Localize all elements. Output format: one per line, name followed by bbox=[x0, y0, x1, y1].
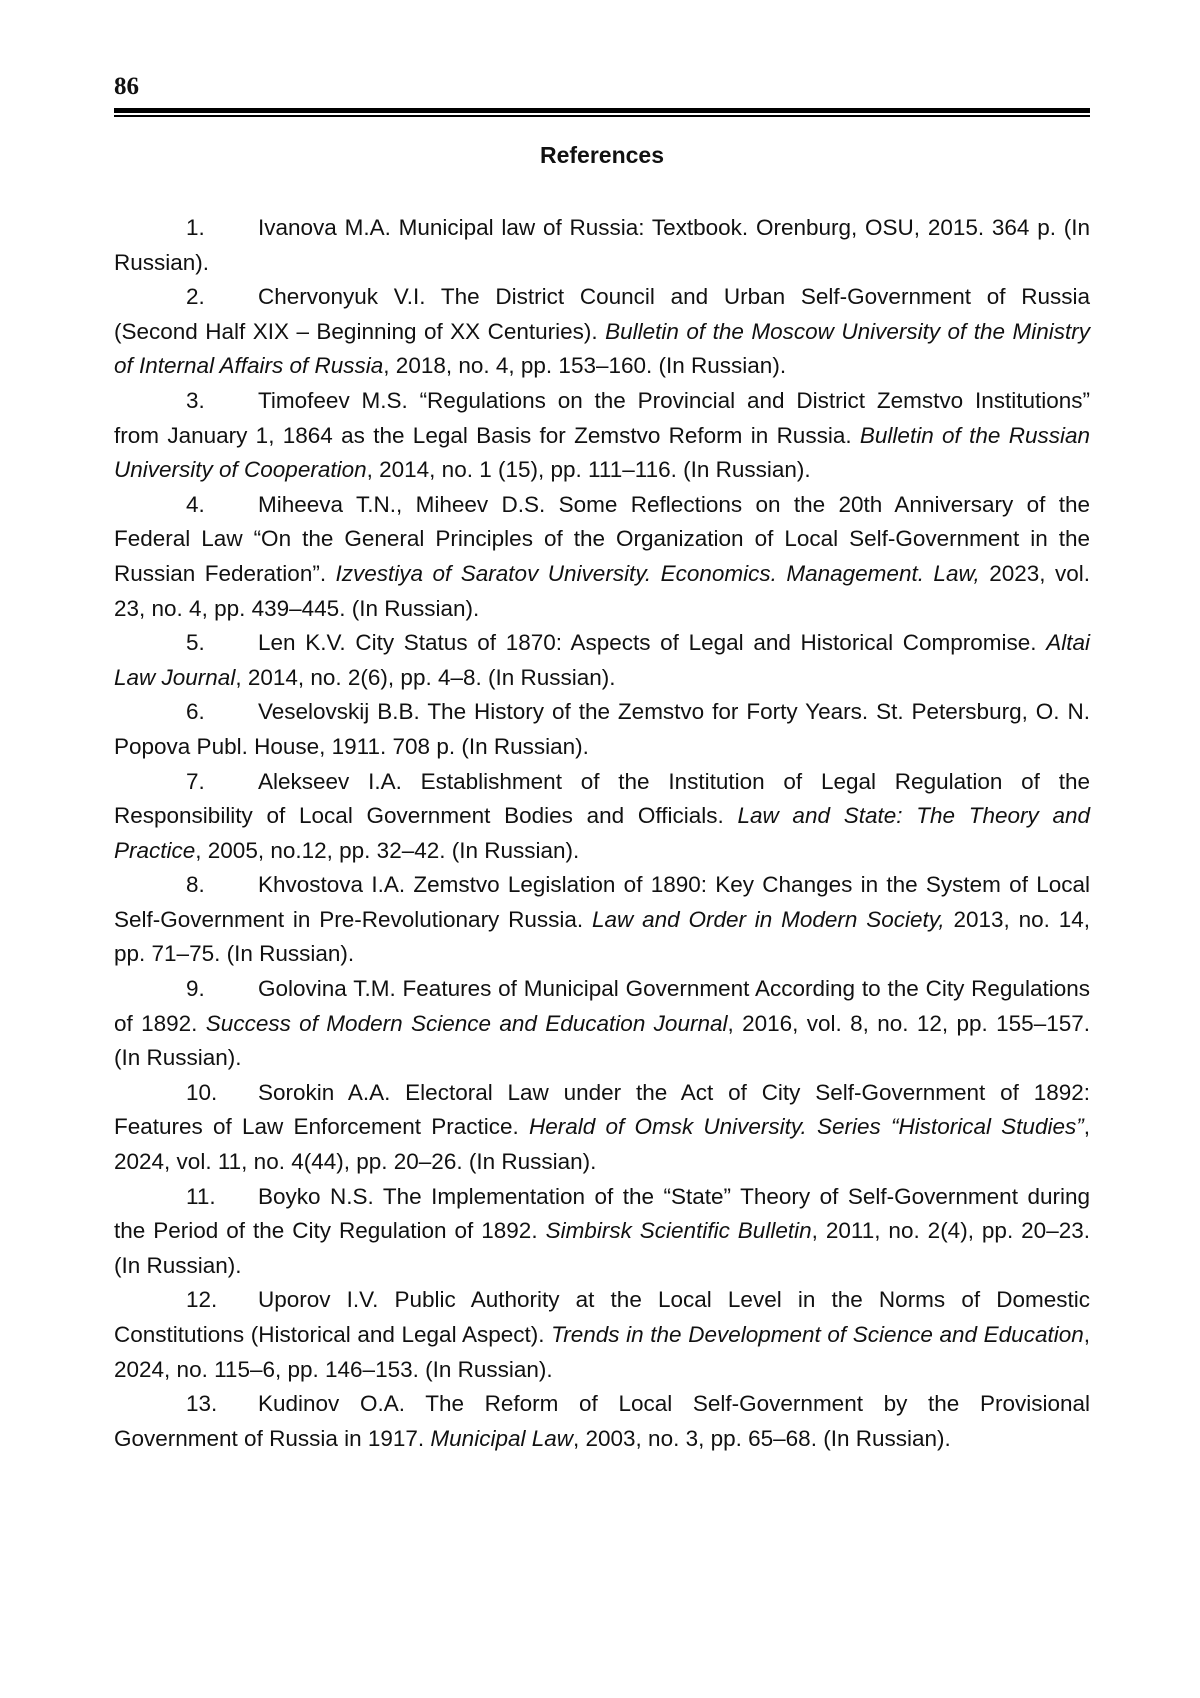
page-number: 86 bbox=[114, 73, 139, 100]
reference-number: 10. bbox=[186, 1079, 218, 1105]
reference-item bbox=[114, 280, 1090, 384]
reference-number: 12. bbox=[186, 1287, 218, 1313]
reference-journal: Municipal Law bbox=[430, 1425, 573, 1451]
reference-number: 13. bbox=[186, 1391, 218, 1417]
reference-number: 11. bbox=[186, 1183, 216, 1209]
reference-text: Timofeev M.S. “Regulations on the Provincial and District Zemstvo Institutions” from January 1, 1864 as the Legal Basis for Zemstvo Reform in Russia. bbox=[114, 387, 1090, 448]
reference-text: Ivanova M.A. Municipal law of Russia: Textbook. Orenburg, OSU, 2015. 364 p. (In Russian). bbox=[114, 215, 1090, 275]
reference-journal: Herald of Omsk University. Series “Historical Studies” bbox=[528, 1114, 1084, 1140]
reference-item bbox=[114, 211, 1090, 280]
reference-text: Miheeva T.N., Miheev D.S. Some Reflections on the 20th Anniversary of the Federal Law “On the General Principles of the Organization of Local Self-Government in the Russian Federation”. bbox=[114, 491, 1090, 586]
header-rule-thick bbox=[114, 108, 1090, 113]
reference-journal: Trends in the Development of Science and Education bbox=[551, 1322, 1084, 1347]
reference-text: Veselovskij B.B. The History of the Zemstvo for Forty Years. St. Petersburg, O. N. Popova Publ. House, 1911. 708 p. (In Russian). bbox=[114, 699, 1090, 759]
reference-details: , 2014, no. 1 (15), pp. 111–116. (In Russian). bbox=[366, 457, 811, 483]
reference-text: Alekseev I.A. Establishment of the Institution of Legal Regulation of the Responsibility of Local Government Bodies and Officials. bbox=[114, 768, 1090, 829]
reference-number: 7. bbox=[186, 768, 205, 794]
reference-item bbox=[114, 626, 1090, 695]
reference-details: 2023, vol. 23, no. 4, pp. 439–445. (In Russian). bbox=[114, 560, 1090, 621]
reference-item bbox=[114, 1076, 1090, 1180]
reference-details: , 2018, no. 4, pp. 153–160. (In Russian). bbox=[383, 353, 787, 379]
reference-number: 1. bbox=[186, 215, 205, 240]
reference-journal: Bulletin of the Moscow University of the Ministry of Internal Affairs of Russia bbox=[114, 318, 1090, 379]
reference-text: Sorokin A.A. Electoral Law under the Act of City Self-Government of 1892: Features of Law Enforcement Practice. bbox=[114, 1079, 1090, 1140]
reference-journal: Izvestiya of Saratov University. Economics. Management. Law, bbox=[335, 560, 980, 586]
reference-details: , 2005, no.12, pp. 32–42. (In Russian). bbox=[195, 837, 580, 863]
reference-item bbox=[114, 765, 1090, 869]
reference-journal: Altai Law Journal bbox=[114, 630, 1090, 690]
reference-text: Kudinov O.A. The Reform of Local Self-Government by the Provisional Government of Russia in 1917. bbox=[114, 1391, 1090, 1451]
reference-details: , 2024, vol. 11, no. 4(44), pp. 20–26. (In Russian). bbox=[114, 1114, 1090, 1175]
reference-item bbox=[114, 1180, 1090, 1284]
reference-list bbox=[114, 211, 1090, 1456]
reference-details: , 2024, no. 115–6, pp. 146–153. (In Russian). bbox=[114, 1322, 1090, 1382]
reference-item bbox=[114, 488, 1090, 626]
reference-number: 5. bbox=[186, 630, 205, 656]
reference-text: Boyko N.S. The Implementation of the “State” Theory of Self-Government during the Period of the City Regulation of 1892. bbox=[114, 1183, 1090, 1244]
reference-details: , 2011, no. 2(4), pp. 20–23. (In Russian). bbox=[114, 1218, 1090, 1278]
reference-text: Khvostova I.A. Zemstvo Legislation of 1890: Key Changes in the System of Local Self-Government in Pre-Revolutionary Russia. bbox=[114, 872, 1090, 932]
reference-number: 9. bbox=[186, 976, 205, 1002]
reference-journal: Simbirsk Scientific Bulletin bbox=[545, 1218, 812, 1244]
reference-journal: Success of Modern Science and Education Journal bbox=[205, 1010, 728, 1036]
reference-journal: Law and Order in Modern Society, bbox=[592, 906, 945, 932]
reference-item bbox=[114, 1283, 1090, 1387]
reference-journal: Law and State: The Theory and Practice bbox=[114, 803, 1090, 863]
reference-details: , 2016, vol. 8, no. 12, pp. 155–157. (In Russian). bbox=[114, 1010, 1090, 1071]
reference-text: Chervonyuk V.I. The District Council and Urban Self-Government of Russia (Second Half XIX – Beginning of XX Centuries). bbox=[114, 284, 1090, 344]
reference-number: 3. bbox=[186, 387, 205, 413]
reference-item bbox=[114, 1387, 1090, 1456]
reference-item bbox=[114, 868, 1090, 972]
reference-item bbox=[114, 972, 1090, 1076]
reference-details: 2013, no. 14, pp. 71–75. (In Russian). bbox=[114, 906, 1090, 967]
reference-item bbox=[114, 384, 1090, 488]
reference-details: , 2014, no. 2(6), pp. 4–8. (In Russian). bbox=[235, 664, 616, 690]
reference-number: 8. bbox=[186, 872, 205, 898]
reference-number: 6. bbox=[186, 699, 205, 725]
reference-number: 4. bbox=[186, 491, 205, 517]
header-rule-thin bbox=[114, 115, 1090, 117]
reference-text: Golovina T.M. Features of Municipal Government According to the City Regulations of 1892. bbox=[114, 976, 1090, 1036]
reference-text: Len K.V. City Status of 1870: Aspects of Legal and Historical Compromise. bbox=[258, 630, 1047, 656]
reference-journal: Bulletin of the Russian University of Cooperation bbox=[114, 422, 1090, 483]
references-heading: References bbox=[539, 142, 665, 168]
reference-text: Uporov I.V. Public Authority at the Local Level in the Norms of Domestic Constitutions (Historical and Legal Aspect). bbox=[114, 1287, 1090, 1347]
reference-details: , 2003, no. 3, pp. 65–68. (In Russian). bbox=[573, 1425, 951, 1451]
reference-item bbox=[114, 695, 1090, 764]
reference-number: 2. bbox=[186, 284, 205, 310]
